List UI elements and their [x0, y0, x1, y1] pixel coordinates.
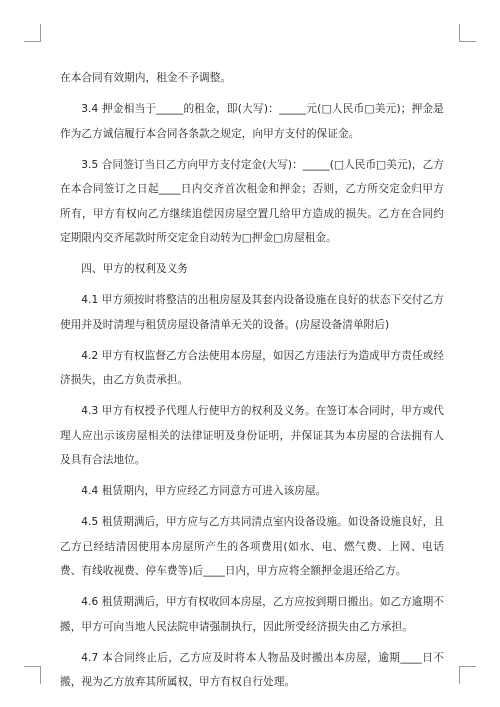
crop-mark-bottom-right	[459, 666, 476, 667]
clause-4-2: 4.2 甲方有权监督乙方合法使用本房屋，如因乙方违法行为造成甲方责任或经济损失，由乙方负责承担。	[60, 349, 444, 386]
clause-4-3: 4.3 甲方有权授予代理人行使甲方的权利及义务。在签订本合同时，甲方或代理人应出示该房屋相关的法律证明及身份证明，并保证其为本房屋的合法拥有人及具有合法地位。	[60, 405, 444, 466]
paragraph-rent-unchanged: 在本合同有效期内，租金不予调整。	[60, 72, 232, 84]
clause-4-7: 4.7 本合同终止后，乙方应及时将本人物品及时搬出本房屋，逾期____日不搬，视为乙方放弃其所属权，甲方有权自行处理。	[60, 651, 444, 688]
crop-mark-bottom-left	[24, 666, 41, 667]
section-heading-landlord-rights: 四、甲方的权利及义务	[81, 263, 189, 275]
clause-4-5: 4.5 租赁期满后，甲方应与乙方共同清点室内设备设施。如设备设施良好，且乙方已经结清因使用本房屋所产生的各项费用(如水、电、燃气费、上网、电话费、有线收视费、停车费等)后____日内，甲方应将全额押金退还给乙方。	[60, 516, 444, 577]
crop-mark-top-left	[40, 24, 41, 42]
clause-4-6: 4.6 租赁期满后，甲方有权收回本房屋，乙方应按到期日搬出。如乙方逾期不搬，甲方可向当地人民法院申请强制执行，因此所受经济损失由乙方承担。	[60, 596, 444, 633]
clause-3-5-earnest-money: 3.5 合同签订当日乙方向甲方支付定金(大写)：_____(□人民币□美元)，乙方在本合同签订之日起____日内交齐首次租金和押金；否则，乙方所交定金归甲方所有，甲方有权向乙方继续追偿因房屋空置几给甲方造成的损失。乙方在合同约定期限内交齐尾款时所交定金自动转为□押金□房屋租金。	[60, 158, 444, 244]
document-body	[60, 66, 444, 701]
crop-mark-bottom-right	[459, 666, 460, 684]
crop-mark-top-left	[24, 41, 41, 42]
crop-mark-bottom-left	[40, 666, 41, 684]
clause-3-4-deposit: 3.4 押金相当于_____的租金，即(大写)：_____元(□人民币□美元)；押金是作为乙方诚信履行本合同各条款之规定，向甲方支付的保证金。	[60, 103, 444, 140]
crop-mark-top-right	[459, 24, 460, 42]
clause-4-4: 4.4 租赁期内，甲方应经乙方同意方可进入该房屋。	[81, 485, 327, 497]
crop-mark-top-right	[459, 41, 476, 42]
clause-4-1: 4.1 甲方须按时将整洁的出租房屋及其套内设备设施在良好的状态下交付乙方使用并及时清理与租赁房屋设备清单无关的设备。(房屋设备清单附后)	[60, 294, 444, 331]
